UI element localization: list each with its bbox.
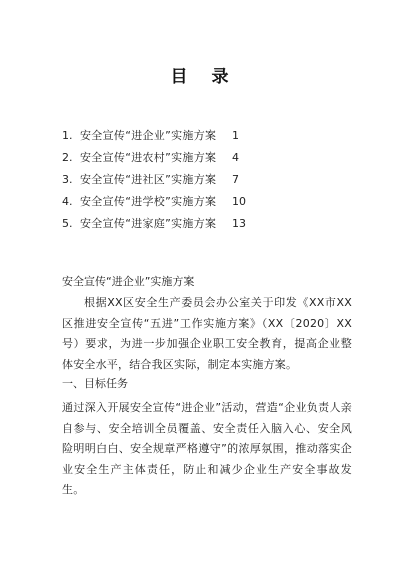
toc-item-text: 安全宣传“进家庭”实施方案 — [80, 217, 217, 230]
toc-item-text: 安全宣传“进企业”实施方案 — [80, 129, 217, 142]
toc-item-page: 13 — [232, 217, 246, 230]
body-paragraph: 根据XX区安全生产委员会办公室关于印发《XX市XX区推进安全宣传“五进”工作实施方案》（XX〔2020〕XX号）要求，为进一步加强企业职工安全教育，提高企业整体安全水平，结合我区实际，制定本实施方案。 — [62, 296, 352, 371]
body-paragraph: 通过深入开展安全宣传“进企业”活动，营造“企业负责人亲自参与、安全培训全员覆盖、安全责任入脑入心、安全风险明明白白、安全规章严格遵守”的浓厚氛围，推动落实企业安全生产主体责任，防止和减少企业生产安全事故发生。 — [62, 401, 352, 496]
toc-item[interactable] — [62, 191, 362, 213]
document-title: 安全宣传“进企业”实施方案 — [62, 275, 195, 288]
toc-item[interactable] — [62, 147, 362, 169]
toc-item-number: 1. — [62, 129, 73, 142]
toc-item[interactable] — [62, 125, 362, 147]
toc-item-number: 2. — [62, 151, 73, 164]
toc-item-text: 安全宣传“进社区”实施方案 — [80, 173, 217, 186]
section-heading: 一、目标任务 — [62, 377, 128, 390]
table-of-contents — [62, 125, 362, 235]
toc-item[interactable] — [62, 169, 362, 191]
toc-item-number: 5. — [62, 217, 73, 230]
toc-item[interactable] — [62, 213, 362, 235]
toc-item-number: 3. — [62, 173, 73, 186]
toc-item-text: 安全宣传“进学校”实施方案 — [80, 195, 217, 208]
toc-item-page: 7 — [232, 173, 239, 186]
toc-item-page: 10 — [232, 195, 246, 208]
toc-item-text: 安全宣传“进农村”实施方案 — [80, 151, 217, 164]
toc-item-page: 1 — [232, 129, 239, 142]
toc-item-page: 4 — [232, 151, 239, 164]
toc-item-number: 4. — [62, 195, 73, 208]
page-title: 目 录 — [170, 67, 238, 87]
